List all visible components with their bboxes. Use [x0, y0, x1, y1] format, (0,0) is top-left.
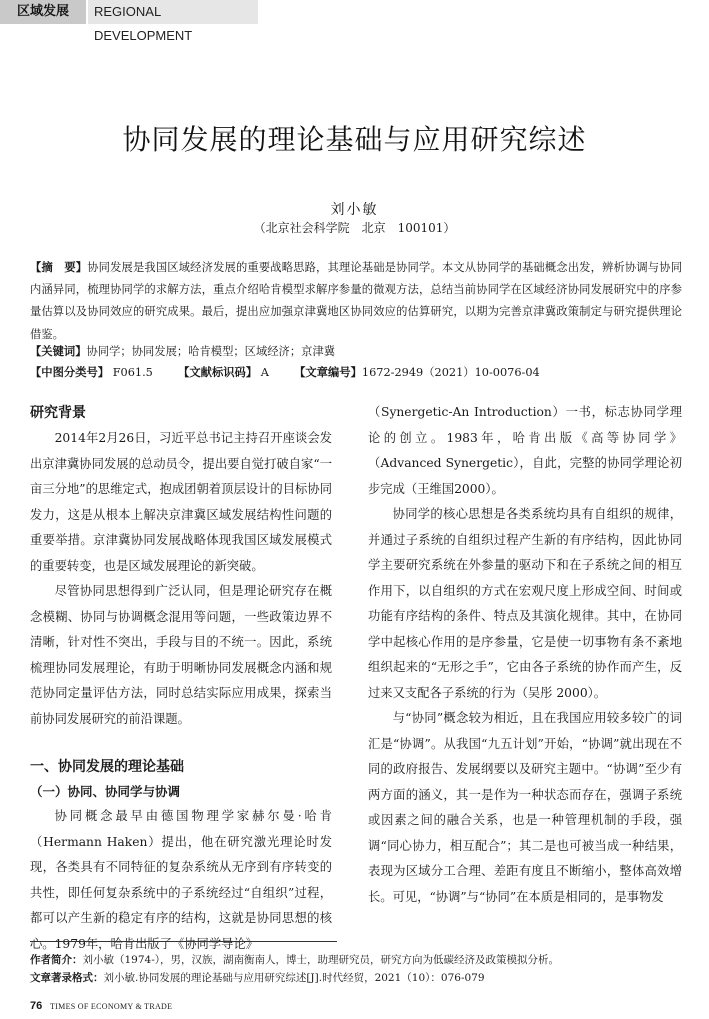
- right-column: [368, 400, 682, 910]
- article-no-value: 1672-2949（2021）10-0076-04: [361, 366, 540, 379]
- abstract-label: 【摘 要】: [30, 261, 88, 274]
- author-name: 刘小敏: [330, 202, 379, 218]
- section-label-cn: 区域发展: [0, 0, 86, 24]
- left-column: [30, 400, 332, 957]
- section-label-en: REGIONAL DEVELOPMENT: [88, 0, 258, 24]
- heading-subsection-1: （一）协同、协同学与协调: [30, 784, 181, 799]
- keywords-text: 协同学；协同发展；哈肯模型；区域经济；京津冀: [86, 345, 336, 358]
- cite-text: 刘小敏.协同发展的理论基础与应用研究综述[J].时代经贸，2021（10）：076-079: [103, 972, 485, 984]
- heading-background: 研究背景: [30, 405, 86, 421]
- footnote-divider: [30, 941, 337, 942]
- journal-name: TIMES OF ECONOMY & TRADE: [50, 1002, 173, 1011]
- article-title: 协同发展的理论基础与应用研究综述: [122, 123, 587, 156]
- doc-code-value: A: [260, 366, 269, 379]
- article-no-label: 【文章编号】: [294, 366, 362, 379]
- bio-text: 刘小敏（1974-），男，汉族，湖南衡南人，博士，助理研究员，研究方向为低碳经济及政策模拟分析。: [82, 954, 560, 966]
- author-affiliation: （北京社会科学院 北京 100101）: [253, 221, 456, 235]
- doc-code-label: 【文献标识码】: [178, 366, 258, 379]
- classification-line: [30, 363, 682, 383]
- keywords-label: 【关键词】: [30, 345, 87, 358]
- bio-label: 作者简介：: [30, 954, 83, 966]
- clc-label: 【中图分类号】: [30, 366, 110, 379]
- clc-value: F061.5: [112, 366, 153, 379]
- paragraph: （Synergetic-An Introduction）一书，标志协同学理论的创立。1983年，哈肯出版《高等协同学》（Advanced Synergetic），自此，完整的协同学理论初步完成（王维国2000）。: [368, 405, 682, 496]
- page-number: 76: [30, 1000, 43, 1012]
- abstract-text: 协同发展是我国区域经济发展的重要战略思路，其理论基础是协同学。本文从协同学的基础概念出发，辨析协调与协同内涵异同，梳理协同学的求解方法，重点介绍哈肯模型求解序参量的微观方法，总结当前协同学在区域经济协同发展研究中的序参量估算以及协同效应的研究成果。最后，提出应加强京津冀地区协同效应的估算研究，以期为完善京津冀政策制定与研究提供理论借鉴。: [30, 261, 682, 341]
- paragraph: 协同概念最早由德国物理学家赫尔曼·哈肯（Hermann Haken）提出，他在研究激光理论时发现，各类具有不同特征的复杂系统从无序到有序转变的共性，即任何复杂系统中的子系统经过“自组织”过程，都可以产生新的稳定有序的结构，这就是协同思想的核心。1979年，哈肯出版了《协同学导论》: [30, 809, 332, 951]
- abstract: [30, 257, 682, 346]
- keywords: [30, 342, 682, 362]
- heading-section-1: 一、协同发展的理论基础: [30, 759, 184, 775]
- paragraph: 2014年2月26日，习近平总书记主持召开座谈会发出京津冀协同发展的总动员令，提出要自觉打破自家“一亩三分地”的思维定式，抱成团朝着顶层设计的目标协同发力，这是从根本上解决京津冀区域发展结构性问题的重要举措。京津冀协同发展战略体现我国区域发展模式的重要转变，也是区域发展理论的新突破。: [30, 431, 332, 573]
- citation-footnote: [30, 969, 690, 987]
- paragraph: 与“协同”概念较为相近，且在我国应用较多较广的词汇是“协调”。从我国“九五计划”开始，“协调”就出现在不同的政府报告、发展纲要以及研究主题中。“协调”至少有两方面的涵义，其一是作为一种状态而存在，强调子系统或因素之间的融合关系，也是一种管理机制的手段，强调“同心协力，相互配合”；其二是也可被当成一种结果，表现为区域分工合理、差距有度且不断缩小，整体高效增长。可见，“协调”与“协同”在本质是相同的，是事物发: [368, 711, 682, 904]
- author-bio-footnote: [30, 951, 690, 969]
- section-header: [0, 0, 709, 43]
- cite-label: 文章著录格式：: [30, 972, 104, 984]
- paragraph: 协同学的核心思想是各类系统均具有自组织的规律，并通过子系统的自组织过程产生新的有序结构，因此协同学主要研究系统在外参量的驱动下和在子系统之间的相互作用下，以自组织的方式在宏观尺度上形成空间、时间或功能有序结构的条件、特点及其演化规律。其中，在协同学中起核心作用的是序参量，它是使一切事物有条不紊地组织起来的“无形之手”，它由各子系统的协作而产生，反过来又支配各子系统的行为（吴彤 2000）。: [368, 507, 682, 700]
- paragraph: 尽管协同思想得到广泛认同，但是理论研究存在概念模糊、协同与协调概念混用等问题，一些政策边界不清晰，针对性不突出，手段与目的不统一。因此，系统梳理协同发展理论，有助于明晰协同发展概念内涵和规范协同定量评估方法，同时总结实际应用成果，探索当前协同发展研究的前沿课题。: [30, 584, 332, 726]
